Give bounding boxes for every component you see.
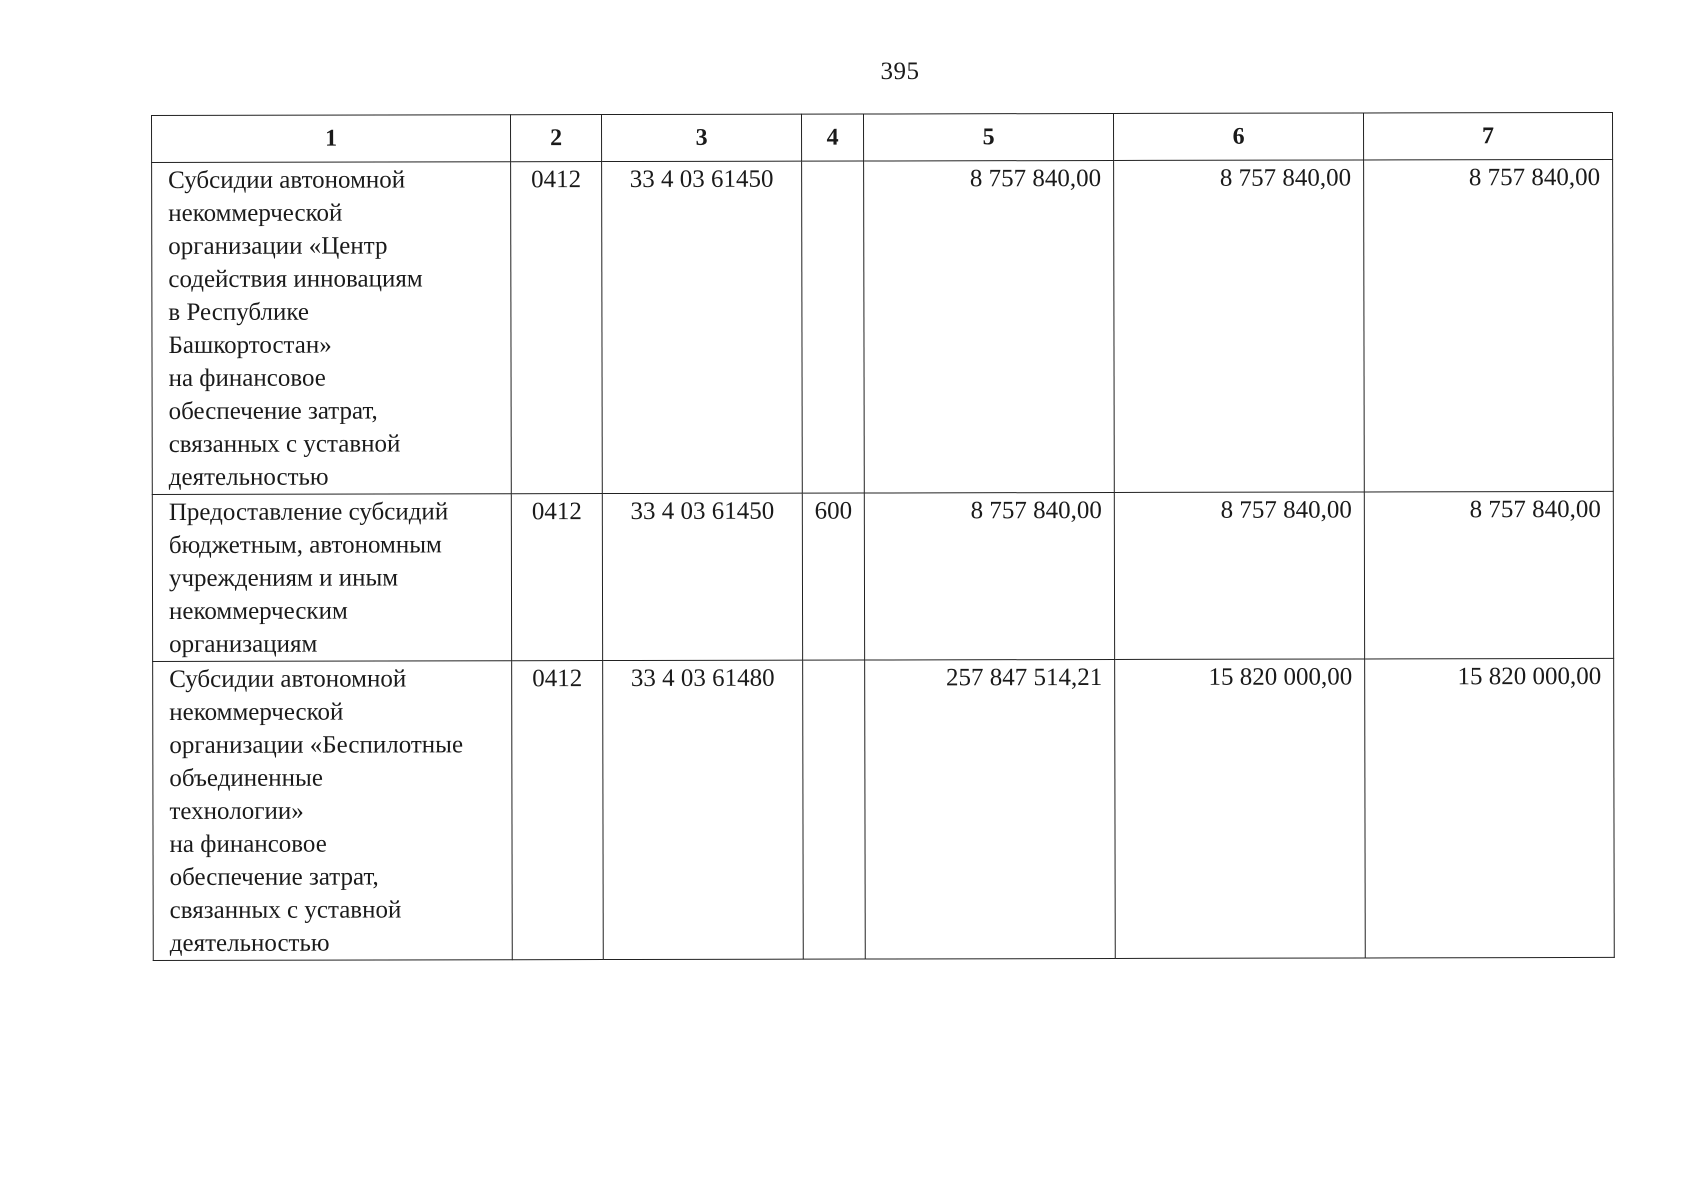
row-expense-type-cell: 600 <box>802 493 864 660</box>
table-row <box>152 159 1614 494</box>
header-column-3: 3 <box>602 114 802 161</box>
row-year1-amount-cell: 8 757 840,00 <box>864 160 1115 493</box>
page-number: 395 <box>880 58 920 85</box>
row-section-cell: 0412 <box>512 661 604 960</box>
table-row <box>152 491 1613 661</box>
row-name-cell: Субсидии автономной некоммерческой организации «Центр содействия инновациям в Республике Башкортостан» на финансовое обеспечение затрат, связанных с уставной деятельностью <box>152 162 512 495</box>
header-column-6: 6 <box>1113 113 1363 161</box>
row-target-article-cell: 33 4 03 61450 <box>602 161 803 493</box>
row-year3-amount-cell: 8 757 840,00 <box>1364 159 1614 492</box>
header-column-7: 7 <box>1363 112 1612 160</box>
header-column-2: 2 <box>511 115 602 162</box>
row-section-cell: 0412 <box>511 162 603 494</box>
row-year1-amount-cell: 257 847 514,21 <box>865 659 1116 959</box>
row-year3-amount-cell: 15 820 000,00 <box>1365 658 1615 958</box>
row-year2-amount-cell: 15 820 000,00 <box>1115 659 1366 959</box>
row-year3-amount-cell: 8 757 840,00 <box>1364 491 1613 659</box>
header-row <box>152 112 1613 162</box>
header-column-4: 4 <box>801 114 863 161</box>
header-column-5: 5 <box>863 113 1113 161</box>
row-target-article-cell: 33 4 03 61480 <box>603 660 804 959</box>
row-section-cell: 0412 <box>511 494 602 661</box>
row-name-cell: Предоставление субсидий бюджетным, автономным учреждениям и иным некоммерческим организациям <box>152 494 511 662</box>
row-name-cell: Субсидии автономной некоммерческой организации «Беспилотные объединенные технологии» на финансовое обеспечение затрат, связанных с уставной деятельностью <box>153 661 513 961</box>
row-year1-amount-cell: 8 757 840,00 <box>864 492 1114 660</box>
row-target-article-cell: 33 4 03 61450 <box>602 493 802 660</box>
table-body <box>152 159 1615 960</box>
row-year2-amount-cell: 8 757 840,00 <box>1114 160 1365 493</box>
row-expense-type-cell <box>803 660 866 959</box>
row-expense-type-cell <box>802 161 865 493</box>
table-row <box>153 658 1615 960</box>
row-year2-amount-cell: 8 757 840,00 <box>1114 492 1364 660</box>
budget-table <box>151 112 1615 961</box>
table-header <box>152 112 1613 162</box>
header-column-1: 1 <box>152 115 511 163</box>
